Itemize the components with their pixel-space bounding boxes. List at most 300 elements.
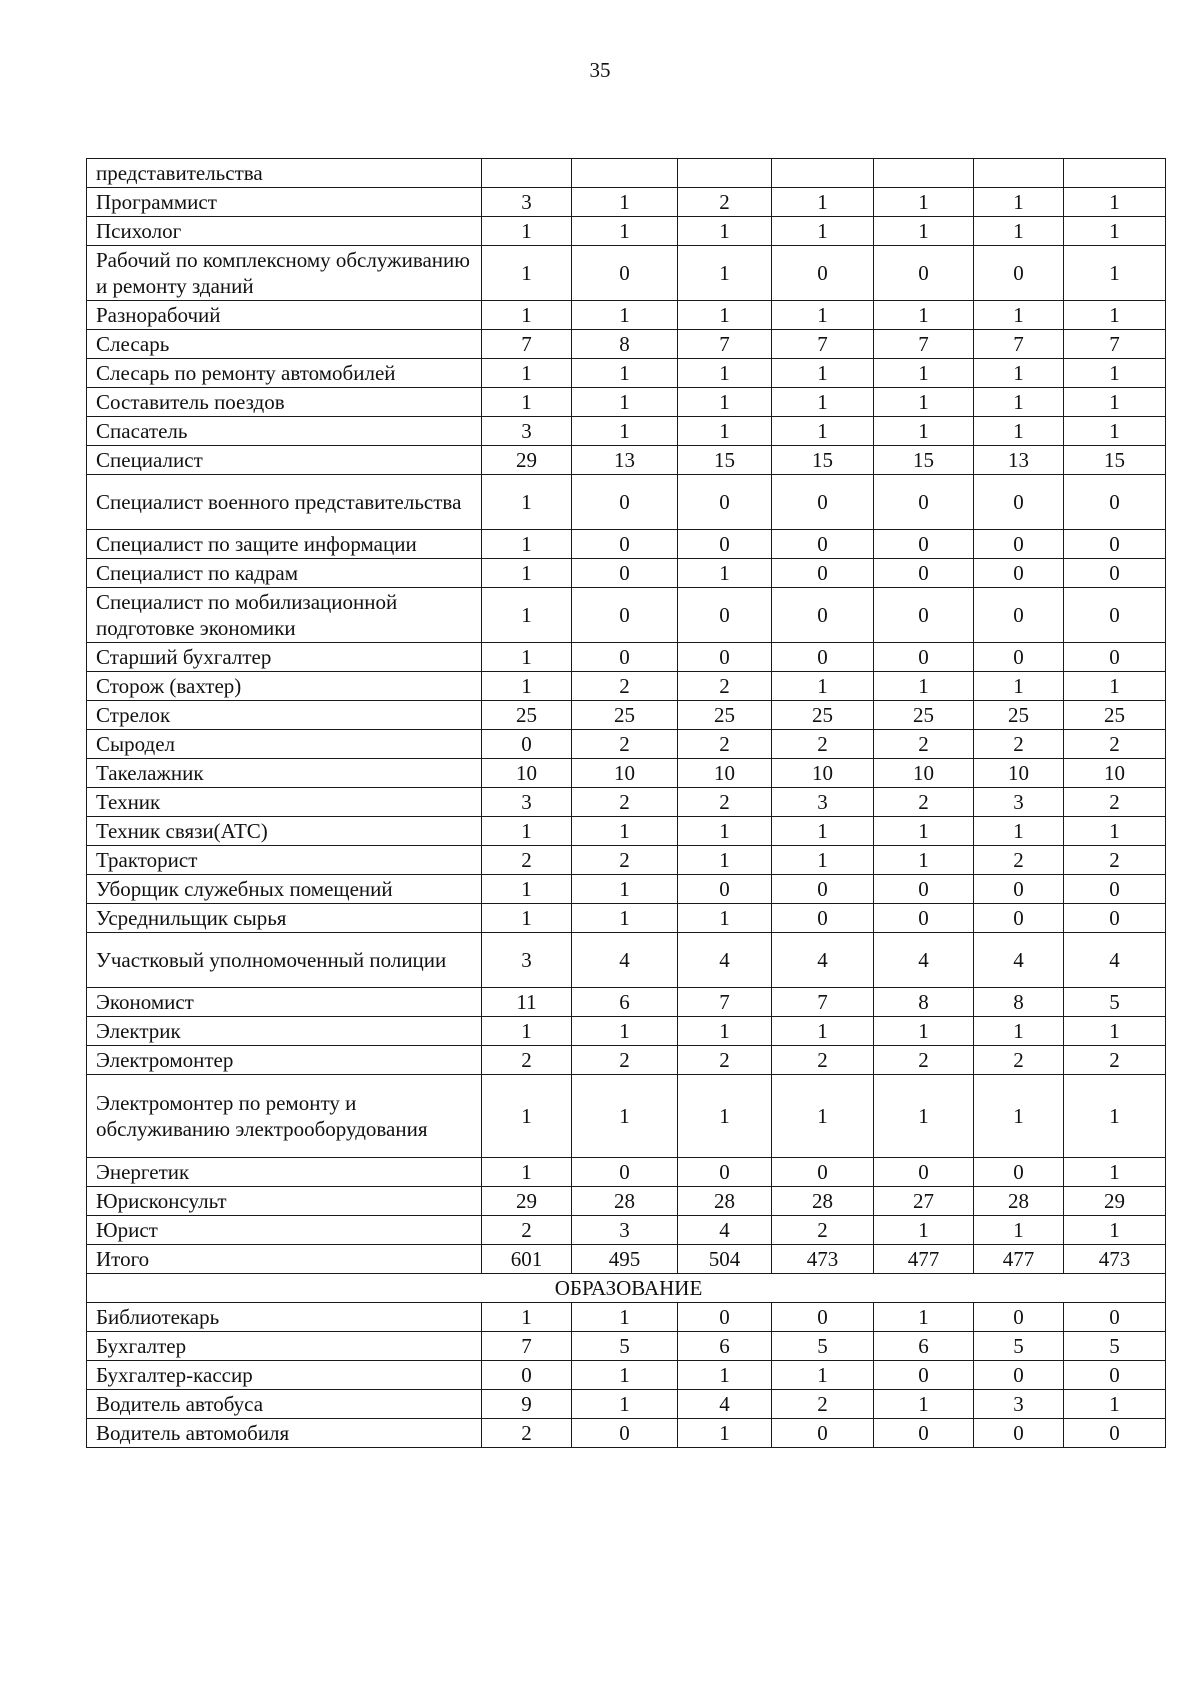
value-cell: 1 [482, 817, 572, 846]
value-cell: 0 [874, 643, 974, 672]
value-cell: 1 [482, 672, 572, 701]
value-cell: 477 [874, 1245, 974, 1274]
value-cell: 1 [482, 217, 572, 246]
value-cell: 1 [482, 475, 572, 530]
value-cell: 477 [974, 1245, 1064, 1274]
value-cell: 1 [874, 359, 974, 388]
value-cell: 11 [482, 988, 572, 1017]
table-row [87, 1017, 1166, 1046]
value-cell: 1 [874, 417, 974, 446]
value-cell: 1 [772, 1017, 874, 1046]
value-cell: 1 [974, 188, 1064, 217]
value-cell: 2 [874, 788, 974, 817]
position-name-cell: Разнорабочий [87, 301, 482, 330]
table-row [87, 246, 1166, 301]
value-cell: 2 [678, 788, 772, 817]
value-cell: 0 [1064, 559, 1166, 588]
value-cell: 7 [874, 330, 974, 359]
value-cell: 0 [974, 559, 1064, 588]
position-name-cell: Усреднильщик сырья [87, 904, 482, 933]
table-row [87, 159, 1166, 188]
value-cell: 1 [974, 217, 1064, 246]
value-cell: 25 [678, 701, 772, 730]
value-cell: 1 [772, 359, 874, 388]
value-cell: 1 [772, 1075, 874, 1158]
table-row [87, 1187, 1166, 1216]
table-row [87, 672, 1166, 701]
value-cell: 0 [974, 475, 1064, 530]
value-cell: 1 [1064, 417, 1166, 446]
value-cell: 0 [974, 1419, 1064, 1448]
table-row [87, 1245, 1166, 1274]
value-cell: 1 [482, 301, 572, 330]
value-cell: 1 [1064, 188, 1166, 217]
value-cell: 29 [482, 1187, 572, 1216]
value-cell [572, 159, 678, 188]
table-row [87, 446, 1166, 475]
value-cell: 1 [482, 388, 572, 417]
value-cell: 0 [772, 588, 874, 643]
value-cell: 1 [874, 1017, 974, 1046]
position-name-cell: Старший бухгалтер [87, 643, 482, 672]
value-cell: 1 [572, 1361, 678, 1390]
value-cell: 0 [874, 875, 974, 904]
value-cell: 0 [772, 246, 874, 301]
value-cell: 0 [874, 904, 974, 933]
position-name-cell: Экономист [87, 988, 482, 1017]
value-cell: 1 [482, 875, 572, 904]
position-name-cell: Уборщик служебных помещений [87, 875, 482, 904]
value-cell: 1 [572, 904, 678, 933]
value-cell: 3 [482, 788, 572, 817]
value-cell: 504 [678, 1245, 772, 1274]
value-cell: 0 [678, 875, 772, 904]
value-cell: 0 [1064, 530, 1166, 559]
position-name-cell: Специалист по мобилизационной подготовке экономики [87, 588, 482, 643]
value-cell: 1 [678, 904, 772, 933]
value-cell: 1 [482, 246, 572, 301]
position-name-cell: Итого [87, 1245, 482, 1274]
table-row [87, 1046, 1166, 1075]
table-row [87, 788, 1166, 817]
value-cell: 0 [974, 1361, 1064, 1390]
value-cell: 25 [572, 701, 678, 730]
value-cell: 0 [572, 246, 678, 301]
value-cell: 0 [678, 1158, 772, 1187]
value-cell: 1 [874, 1075, 974, 1158]
value-cell: 15 [874, 446, 974, 475]
value-cell: 1 [572, 1017, 678, 1046]
value-cell: 0 [678, 643, 772, 672]
value-cell: 1 [1064, 817, 1166, 846]
value-cell [678, 159, 772, 188]
value-cell: 7 [974, 330, 1064, 359]
value-cell: 4 [874, 933, 974, 988]
value-cell: 1 [974, 672, 1064, 701]
table-row [87, 330, 1166, 359]
value-cell: 1 [572, 817, 678, 846]
table-row [87, 730, 1166, 759]
value-cell: 0 [772, 1158, 874, 1187]
value-cell: 1 [482, 1075, 572, 1158]
value-cell: 1 [874, 672, 974, 701]
value-cell: 6 [874, 1332, 974, 1361]
value-cell: 4 [678, 1216, 772, 1245]
value-cell: 1 [482, 559, 572, 588]
value-cell: 0 [572, 475, 678, 530]
position-name-cell: Слесарь [87, 330, 482, 359]
value-cell: 1 [678, 817, 772, 846]
value-cell: 0 [974, 643, 1064, 672]
value-cell: 25 [482, 701, 572, 730]
value-cell: 1 [572, 1075, 678, 1158]
value-cell: 1 [974, 1216, 1064, 1245]
value-cell: 2 [678, 188, 772, 217]
value-cell: 8 [874, 988, 974, 1017]
value-cell: 1 [678, 217, 772, 246]
value-cell: 1 [572, 188, 678, 217]
value-cell: 3 [482, 933, 572, 988]
value-cell: 0 [1064, 475, 1166, 530]
value-cell: 0 [772, 475, 874, 530]
value-cell: 1 [678, 1361, 772, 1390]
value-cell: 1 [678, 417, 772, 446]
value-cell: 2 [1064, 788, 1166, 817]
value-cell: 8 [974, 988, 1064, 1017]
value-cell [772, 159, 874, 188]
value-cell: 0 [572, 1419, 678, 1448]
value-cell: 4 [974, 933, 1064, 988]
value-cell: 3 [482, 188, 572, 217]
value-cell [482, 159, 572, 188]
value-cell: 1 [874, 388, 974, 417]
value-cell: 1 [572, 217, 678, 246]
value-cell: 0 [678, 588, 772, 643]
value-cell: 2 [1064, 1046, 1166, 1075]
value-cell: 5 [572, 1332, 678, 1361]
value-cell: 0 [772, 1419, 874, 1448]
value-cell: 28 [974, 1187, 1064, 1216]
value-cell: 7 [678, 330, 772, 359]
position-name-cell: Водитель автомобиля [87, 1419, 482, 1448]
value-cell: 2 [772, 1390, 874, 1419]
value-cell: 1 [572, 388, 678, 417]
position-name-cell: Участковый уполномоченный полиции [87, 933, 482, 988]
position-name-cell: Бухгалтер [87, 1332, 482, 1361]
position-name-cell: Специалист по кадрам [87, 559, 482, 588]
table-row [87, 846, 1166, 875]
value-cell: 1 [974, 417, 1064, 446]
position-name-cell: Водитель автобуса [87, 1390, 482, 1419]
value-cell: 1 [1064, 672, 1166, 701]
position-name-cell: представительства [87, 159, 482, 188]
value-cell: 1 [974, 1017, 1064, 1046]
value-cell: 5 [1064, 988, 1166, 1017]
value-cell: 1 [482, 1017, 572, 1046]
value-cell: 0 [874, 1158, 974, 1187]
value-cell: 1 [1064, 1017, 1166, 1046]
position-name-cell: Стрелок [87, 701, 482, 730]
position-name-cell: Техник [87, 788, 482, 817]
position-name-cell: Библиотекарь [87, 1303, 482, 1332]
value-cell: 0 [1064, 588, 1166, 643]
value-cell: 1 [482, 904, 572, 933]
value-cell: 1 [772, 188, 874, 217]
position-name-cell: Слесарь по ремонту автомобилей [87, 359, 482, 388]
value-cell: 1 [974, 359, 1064, 388]
value-cell: 27 [874, 1187, 974, 1216]
value-cell: 1 [678, 388, 772, 417]
value-cell: 2 [678, 1046, 772, 1075]
table-row [87, 217, 1166, 246]
position-name-cell: Специалист [87, 446, 482, 475]
value-cell: 0 [772, 1303, 874, 1332]
value-cell: 2 [678, 730, 772, 759]
value-cell: 0 [874, 246, 974, 301]
value-cell: 1 [772, 817, 874, 846]
value-cell: 3 [772, 788, 874, 817]
value-cell: 3 [572, 1216, 678, 1245]
position-name-cell: Электрик [87, 1017, 482, 1046]
value-cell: 1 [874, 301, 974, 330]
value-cell: 1 [482, 530, 572, 559]
table-row [87, 388, 1166, 417]
position-name-cell: Сыродел [87, 730, 482, 759]
value-cell: 6 [678, 1332, 772, 1361]
position-name-cell: Составитель поездов [87, 388, 482, 417]
value-cell: 1 [678, 359, 772, 388]
table-row [87, 301, 1166, 330]
value-cell: 25 [772, 701, 874, 730]
table-row [87, 875, 1166, 904]
value-cell: 1 [1064, 246, 1166, 301]
value-cell: 0 [974, 246, 1064, 301]
value-cell: 2 [572, 1046, 678, 1075]
value-cell: 601 [482, 1245, 572, 1274]
value-cell: 0 [1064, 1419, 1166, 1448]
value-cell: 2 [482, 1216, 572, 1245]
value-cell: 28 [772, 1187, 874, 1216]
value-cell: 7 [1064, 330, 1166, 359]
value-cell: 0 [974, 530, 1064, 559]
value-cell: 0 [874, 559, 974, 588]
value-cell: 1 [678, 1017, 772, 1046]
table-row [87, 1158, 1166, 1187]
value-cell: 4 [772, 933, 874, 988]
value-cell: 1 [1064, 388, 1166, 417]
value-cell: 7 [772, 330, 874, 359]
value-cell: 1 [772, 1361, 874, 1390]
table-row [87, 1419, 1166, 1448]
value-cell: 25 [1064, 701, 1166, 730]
value-cell: 0 [482, 730, 572, 759]
value-cell: 0 [874, 1419, 974, 1448]
value-cell: 1 [772, 388, 874, 417]
position-name-cell: Юрист [87, 1216, 482, 1245]
value-cell: 1 [874, 1303, 974, 1332]
value-cell: 2 [974, 730, 1064, 759]
value-cell: 1 [1064, 1216, 1166, 1245]
value-cell: 29 [482, 446, 572, 475]
value-cell: 0 [874, 475, 974, 530]
value-cell: 1 [974, 817, 1064, 846]
value-cell: 0 [974, 1158, 1064, 1187]
value-cell: 10 [678, 759, 772, 788]
section-title: ОБРАЗОВАНИЕ [87, 1274, 1166, 1303]
value-cell: 1 [678, 1075, 772, 1158]
value-cell: 7 [482, 1332, 572, 1361]
table-row [87, 475, 1166, 530]
value-cell: 10 [572, 759, 678, 788]
position-name-cell: Специалист военного представительства [87, 475, 482, 530]
value-cell: 1 [772, 846, 874, 875]
value-cell: 0 [572, 530, 678, 559]
value-cell: 4 [572, 933, 678, 988]
value-cell: 1 [772, 417, 874, 446]
value-cell: 0 [772, 559, 874, 588]
value-cell: 1 [678, 246, 772, 301]
position-name-cell: Электромонтер [87, 1046, 482, 1075]
value-cell: 9 [482, 1390, 572, 1419]
value-cell: 2 [772, 1216, 874, 1245]
value-cell: 3 [974, 1390, 1064, 1419]
value-cell: 0 [874, 1361, 974, 1390]
value-cell: 1 [678, 846, 772, 875]
value-cell: 2 [1064, 730, 1166, 759]
position-name-cell: Бухгалтер-кассир [87, 1361, 482, 1390]
value-cell: 2 [974, 846, 1064, 875]
value-cell: 5 [974, 1332, 1064, 1361]
value-cell: 4 [678, 1390, 772, 1419]
value-cell: 2 [572, 672, 678, 701]
value-cell: 2 [572, 730, 678, 759]
value-cell: 1 [482, 588, 572, 643]
value-cell: 1 [974, 1075, 1064, 1158]
table-row [87, 188, 1166, 217]
value-cell: 5 [772, 1332, 874, 1361]
value-cell: 0 [678, 530, 772, 559]
value-cell: 0 [572, 588, 678, 643]
table-row [87, 1361, 1166, 1390]
value-cell: 10 [974, 759, 1064, 788]
value-cell: 0 [974, 904, 1064, 933]
value-cell: 2 [572, 846, 678, 875]
table-row [87, 359, 1166, 388]
value-cell: 473 [1064, 1245, 1166, 1274]
position-name-cell: Программист [87, 188, 482, 217]
value-cell: 1 [1064, 301, 1166, 330]
value-cell: 1 [678, 1419, 772, 1448]
position-name-cell: Сторож (вахтер) [87, 672, 482, 701]
value-cell: 13 [974, 446, 1064, 475]
value-cell: 1 [772, 672, 874, 701]
value-cell: 10 [772, 759, 874, 788]
staffing-table [86, 158, 1166, 1448]
value-cell: 25 [874, 701, 974, 730]
value-cell [874, 159, 974, 188]
value-cell: 15 [678, 446, 772, 475]
value-cell: 0 [874, 530, 974, 559]
value-cell: 1 [572, 417, 678, 446]
position-name-cell: Спасатель [87, 417, 482, 446]
table-row [87, 817, 1166, 846]
value-cell: 5 [1064, 1332, 1166, 1361]
value-cell: 2 [572, 788, 678, 817]
value-cell: 6 [572, 988, 678, 1017]
value-cell: 2 [974, 1046, 1064, 1075]
value-cell: 0 [772, 530, 874, 559]
value-cell: 15 [1064, 446, 1166, 475]
table-row [87, 417, 1166, 446]
value-cell: 2 [772, 730, 874, 759]
position-name-cell: Рабочий по комплексному обслуживанию и ремонту зданий [87, 246, 482, 301]
value-cell: 0 [482, 1361, 572, 1390]
value-cell [974, 159, 1064, 188]
value-cell: 1 [572, 359, 678, 388]
value-cell: 0 [572, 643, 678, 672]
value-cell: 1 [482, 643, 572, 672]
value-cell: 1 [874, 188, 974, 217]
value-cell: 2 [874, 730, 974, 759]
value-cell: 0 [772, 643, 874, 672]
position-name-cell: Специалист по защите информации [87, 530, 482, 559]
value-cell: 0 [974, 875, 1064, 904]
value-cell: 0 [974, 588, 1064, 643]
position-name-cell: Юрисконсульт [87, 1187, 482, 1216]
table-row [87, 933, 1166, 988]
value-cell: 3 [482, 417, 572, 446]
table-row [87, 1390, 1166, 1419]
value-cell: 495 [572, 1245, 678, 1274]
value-cell: 0 [772, 904, 874, 933]
table-row [87, 988, 1166, 1017]
table-row [87, 1075, 1166, 1158]
value-cell: 0 [1064, 643, 1166, 672]
value-cell: 28 [572, 1187, 678, 1216]
value-cell: 7 [772, 988, 874, 1017]
value-cell: 7 [678, 988, 772, 1017]
value-cell: 0 [874, 588, 974, 643]
value-cell: 10 [1064, 759, 1166, 788]
table-row [87, 643, 1166, 672]
value-cell: 1 [678, 559, 772, 588]
table-row [87, 530, 1166, 559]
table-body [87, 159, 1166, 1448]
position-name-cell: Электромонтер по ремонту и обслуживанию электрооборудования [87, 1075, 482, 1158]
value-cell: 473 [772, 1245, 874, 1274]
value-cell: 2 [772, 1046, 874, 1075]
value-cell: 3 [974, 788, 1064, 817]
value-cell: 2 [1064, 846, 1166, 875]
position-name-cell: Техник связи(АТС) [87, 817, 482, 846]
value-cell: 0 [678, 475, 772, 530]
value-cell: 1 [974, 388, 1064, 417]
value-cell: 1 [1064, 1390, 1166, 1419]
value-cell: 1 [1064, 217, 1166, 246]
value-cell: 7 [482, 330, 572, 359]
value-cell: 0 [1064, 1303, 1166, 1332]
value-cell: 1 [1064, 1075, 1166, 1158]
value-cell: 10 [874, 759, 974, 788]
value-cell: 1 [874, 1390, 974, 1419]
value-cell: 0 [572, 559, 678, 588]
value-cell: 15 [772, 446, 874, 475]
table-row [87, 588, 1166, 643]
position-name-cell: Такелажник [87, 759, 482, 788]
value-cell: 2 [482, 1046, 572, 1075]
position-name-cell: Энергетик [87, 1158, 482, 1187]
value-cell: 1 [874, 1216, 974, 1245]
